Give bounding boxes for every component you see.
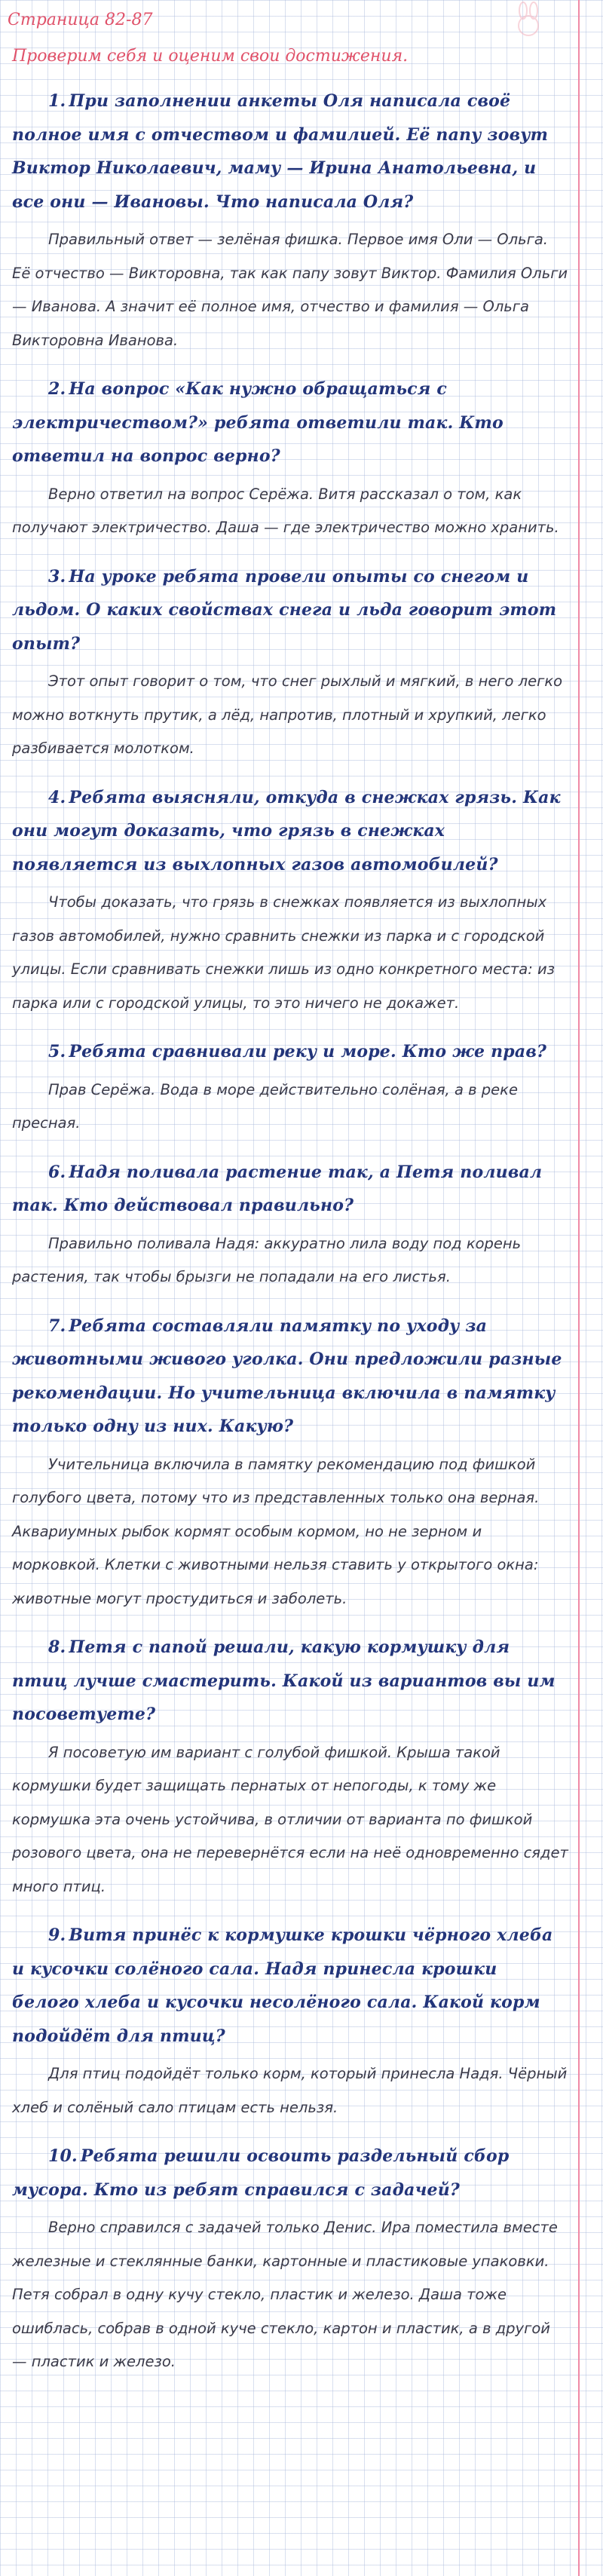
question-text bbox=[12, 1309, 570, 1444]
qa-item bbox=[6, 1035, 573, 1141]
qa-item bbox=[6, 84, 573, 357]
answer-text: Правильный ответ — зелёная фишка. Первое имя Оли — Ольга. Её отчество — Викторовна, так как папу зовут Виктор. Фамилия Ольги — Иванова. А значит её полное имя, отчество и фамилия — Ольга Викторовна Иванова. bbox=[12, 231, 568, 349]
question-body: При заполнении анкеты Оля написала своё полное имя с отчеством и фамилией. Её папу зовут Виктор Николаевич, маму — Ирина Анатольевна, и все они — Ивановы. Что написала Оля? bbox=[12, 91, 549, 212]
question-number: 9. bbox=[48, 1925, 66, 1945]
question-text bbox=[12, 372, 570, 473]
question-body: Надя поливала растение так, а Петя поливал так. Кто действовал правильно? bbox=[12, 1162, 543, 1215]
answer-text: Чтобы доказать, что грязь в снежках появляется из выхлопных газов автомобилей, нужно сравнить снежки из парка и с городской улицы. Если сравнивать снежки лишь из одно конкретного места: из парка или с городской улицы, то это ничего не докажет. bbox=[12, 893, 556, 1012]
question-number: 7. bbox=[48, 1316, 66, 1336]
page-title: Страница 82-87 bbox=[8, 11, 153, 29]
qa-list bbox=[6, 84, 573, 2379]
answer-text: Верно справился с задачей только Денис. Ира поместила вместе железные и стеклянные банки, картонные и пластиковые упаковки. Петя собрал в одну кучу стекло, пластик и железо. Даша тоже ошиблась, собрав в одной куче стекло, картон и пластик, а в другой — пластик и железо. bbox=[12, 2219, 558, 2370]
question-number: 8. bbox=[48, 1637, 66, 1657]
answer-text: Для птиц подойдёт только корм, который принесла Надя. Чёрный хлеб и солёный сало птицам есть нельзя. bbox=[12, 2065, 568, 2116]
question-text bbox=[12, 2140, 570, 2207]
qa-item bbox=[6, 1919, 573, 2124]
question-number: 4. bbox=[48, 787, 66, 807]
section-subtitle: Проверим себя и оценим свои достижения. bbox=[12, 47, 409, 66]
question-body: Петя с папой решали, какую кормушку для птиц лучше смастерить. Какой из вариантов вы им посоветуете? bbox=[12, 1637, 556, 1724]
question-body: Витя принёс к кормушке крошки чёрного хлеба и кусочки солёного сала. Надя принесла крошки белого хлеба и кусочки несолёного сала. Какой корм подойдёт для птиц? bbox=[12, 1925, 553, 2046]
answer-text: Прав Серёжа. Вода в море действительно солёная, а в реке пресная. bbox=[12, 1080, 518, 1132]
question-number: 2. bbox=[48, 379, 66, 399]
question-number: 6. bbox=[48, 1162, 66, 1182]
question-text bbox=[12, 781, 570, 882]
qa-item bbox=[6, 1309, 573, 1616]
question-number: 10. bbox=[48, 2146, 78, 2166]
question-text bbox=[12, 1919, 570, 2053]
qa-item bbox=[6, 781, 573, 1021]
answer-text: Верно ответил на вопрос Серёжа. Витя рассказал о том, как получают электричество. Даша — где электричество можно хранить. bbox=[12, 485, 559, 536]
qa-item bbox=[6, 2140, 573, 2379]
question-text bbox=[12, 84, 570, 219]
question-text bbox=[12, 1631, 570, 1732]
question-body: Ребята сравнивали реку и море. Кто же прав? bbox=[69, 1042, 547, 1061]
notebook-margin-line bbox=[578, 0, 580, 2576]
qa-item bbox=[6, 1156, 573, 1294]
answer-text: Правильно поливала Надя: аккуратно лила воду под корень растения, так чтобы брызги не попадали на его листья. bbox=[12, 1234, 522, 1285]
answer-text: Учительница включила в памятку рекомендацию под фишкой голубого цвета, потому что из представленных только она верная. Аквариумных рыбок кормят особым кормом, но не зерном и морковкой. Клетки с животными нельзя ставить у открытого окна: животные могут простудиться и заболеть. bbox=[12, 1455, 540, 1607]
qa-item bbox=[6, 1631, 573, 1904]
question-number: 1. bbox=[48, 91, 66, 111]
question-body: На вопрос «Как нужно обращаться с электричеством?» ребята ответили так. Кто ответил на вопрос верно? bbox=[12, 379, 504, 466]
question-text bbox=[12, 1156, 570, 1223]
question-body: На уроке ребята провели опыты со снегом и льдом. О каких свойствах снега и льда говорит этот опыт? bbox=[12, 566, 557, 654]
question-text bbox=[12, 1035, 570, 1069]
question-body: Ребята решили освоить раздельный сбор мусора. Кто из ребят справился с задачей? bbox=[12, 2146, 510, 2200]
question-body: Ребята выясняли, откуда в снежках грязь. Как они могут доказать, что грязь в снежках появляется из выхлопных газов автомобилей? bbox=[12, 787, 561, 874]
qa-item bbox=[6, 372, 573, 545]
question-text bbox=[12, 560, 570, 661]
question-number: 5. bbox=[48, 1042, 66, 1061]
question-body: Ребята составляли памятку по уходу за животными живого уголка. Они предложили разные рекомендации. Но учительница включила в памятку только одну из них. Какую? bbox=[12, 1316, 562, 1436]
answer-text: Я посоветую им вариант с голубой фишкой. Крыша такой кормушки будет защищать пернатых от непогоды, к тому же кормушка эта очень устойчива, в отличии от варианта по фишкой розового цвета, она не перевернётся если на неё одновременно сядет много птиц. bbox=[12, 1743, 568, 1895]
qa-item bbox=[6, 560, 573, 766]
answer-text: Этот опыт говорит о том, что снег рыхлый и мягкий, в него легко можно воткнуть прутик, а лёд, напротив, плотный и хрупкий, легко разбивается молотком. bbox=[12, 672, 563, 757]
question-number: 3. bbox=[48, 566, 66, 587]
